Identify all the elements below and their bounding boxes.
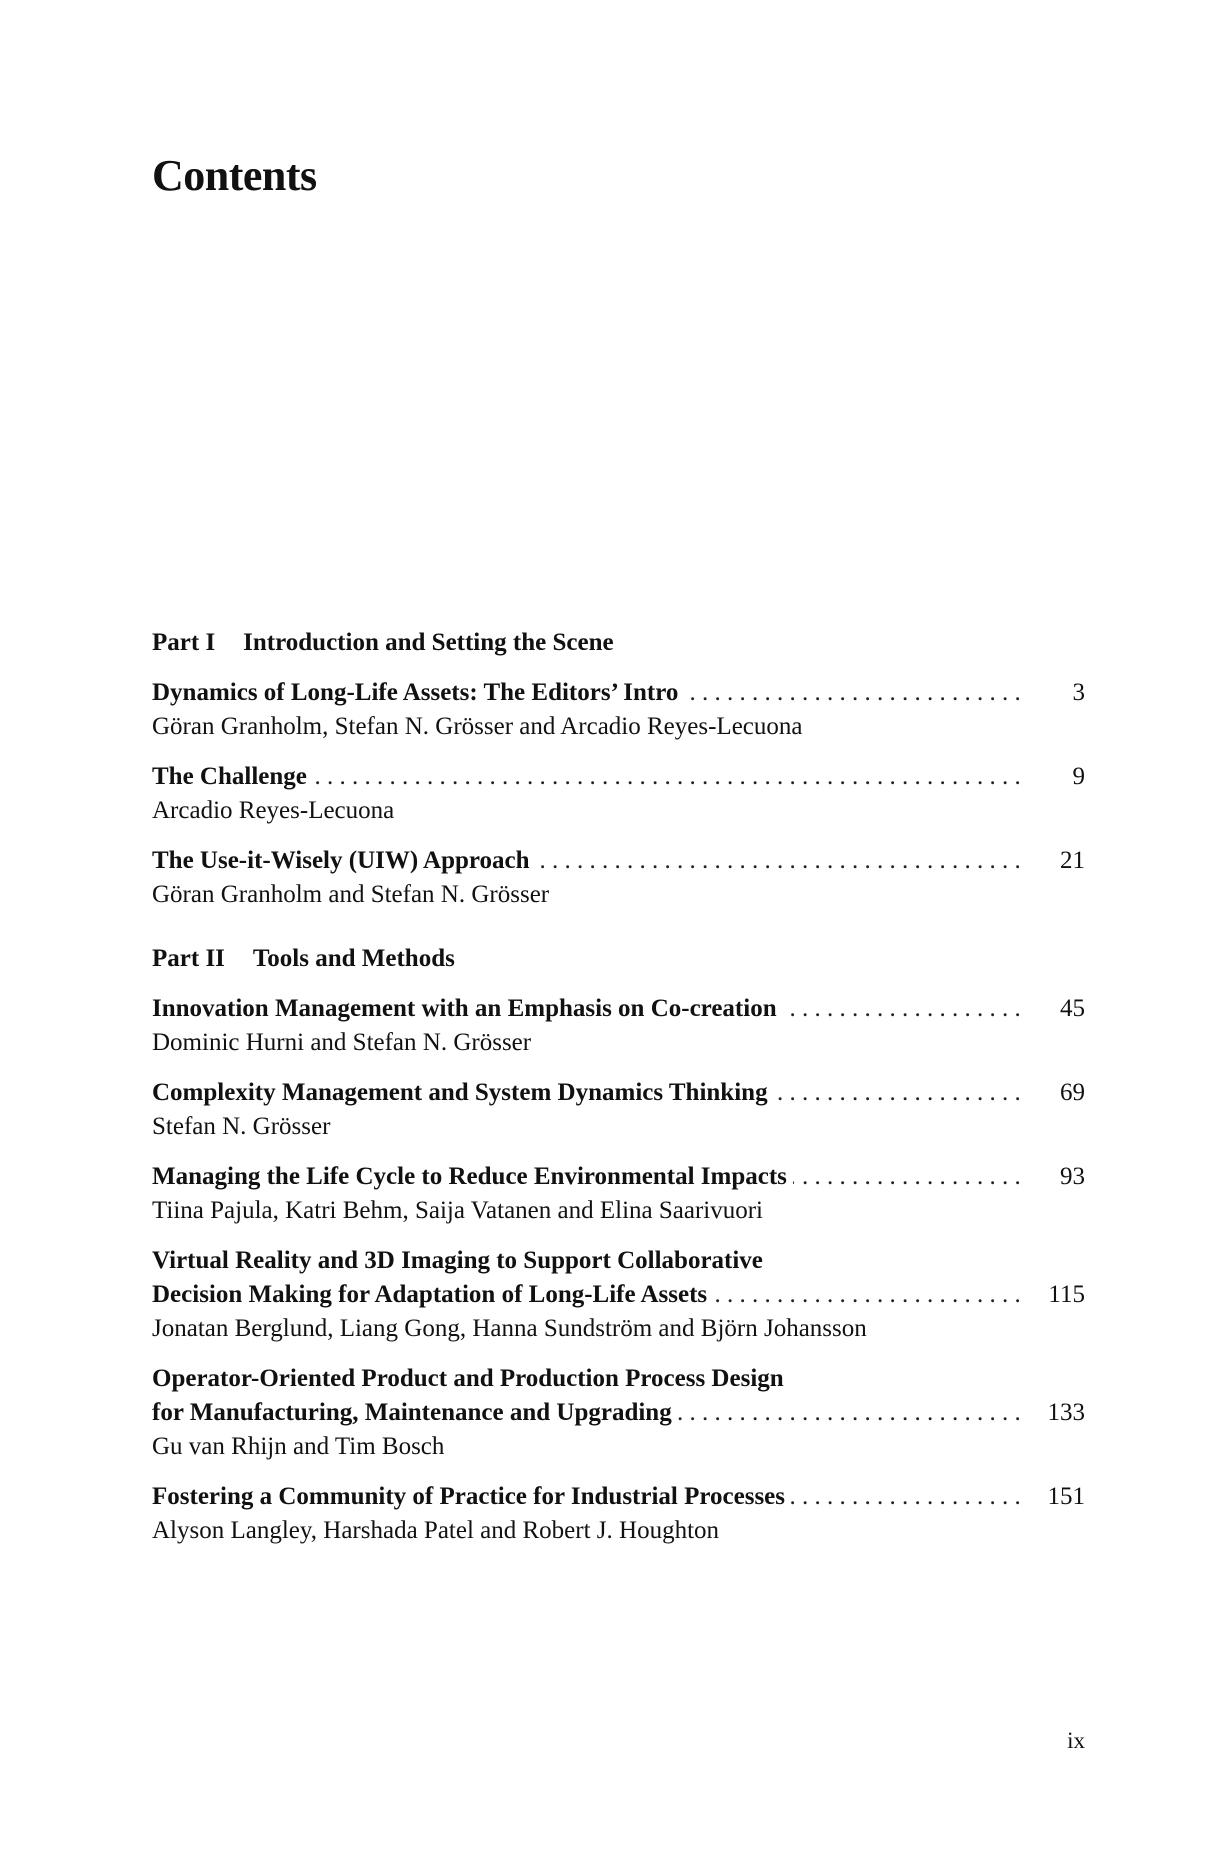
- toc-entry[interactable]: [152, 1160, 1085, 1228]
- entry-title[interactable]: The Use-it-Wisely (UIW) Approach: [152, 847, 536, 874]
- entry-title-line[interactable]: Operator-Oriented Product and Production Process Design: [152, 1365, 784, 1392]
- toc-entry[interactable]: [152, 844, 1085, 912]
- entry-authors: Alyson Langley, Harshada Patel and Robert J. Houghton: [152, 1517, 720, 1544]
- toc-entry[interactable]: [152, 992, 1085, 1060]
- entry-authors: Dominic Hurni and Stefan N. Grösser: [152, 1029, 532, 1056]
- part-label: Part I: [152, 629, 216, 656]
- entry-authors: Arcadio Reyes-Lecuona: [152, 797, 395, 824]
- entry-page-number: 133: [1047, 1399, 1085, 1426]
- entry-title[interactable]: for Manufacturing, Maintenance and Upgrading: [152, 1399, 678, 1426]
- part-title: Tools and Methods: [252, 945, 455, 972]
- toc-entry[interactable]: [152, 1244, 1085, 1346]
- entry-title[interactable]: Managing the Life Cycle to Reduce Environmental Impacts: [152, 1163, 793, 1190]
- entry-title[interactable]: Dynamics of Long-Life Assets: The Editors’ Intro: [152, 679, 684, 706]
- part-section: [152, 942, 1085, 1548]
- entry-title[interactable]: Innovation Management with an Emphasis on Co-creation: [152, 995, 783, 1022]
- entry-authors: Tiina Pajula, Katri Behm, Saija Vatanen and Elina Saarivuori: [152, 1197, 763, 1224]
- toc-entry[interactable]: [152, 1480, 1085, 1548]
- entry-authors: Jonatan Berglund, Liang Gong, Hanna Sundström and Björn Johansson: [152, 1315, 867, 1342]
- page-number: ix: [1067, 1728, 1085, 1753]
- toc-entry[interactable]: [152, 1076, 1085, 1144]
- entry-page-number: 3: [1072, 679, 1085, 706]
- entry-page-number: 115: [1048, 1281, 1085, 1308]
- entry-page-number: 69: [1060, 1079, 1085, 1106]
- page-title: Contents: [152, 151, 317, 200]
- part-title: Introduction and Setting the Scene: [243, 629, 614, 656]
- part-heading: [152, 626, 1085, 660]
- entry-page-number: 9: [1072, 763, 1085, 790]
- entry-page-number: 21: [1060, 847, 1085, 874]
- entry-title[interactable]: Complexity Management and System Dynamics Thinking: [152, 1079, 774, 1106]
- entry-page-number: 93: [1060, 1163, 1085, 1190]
- entry-title[interactable]: The Challenge: [152, 763, 313, 790]
- entry-authors: Gu van Rhijn and Tim Bosch: [152, 1433, 445, 1460]
- toc-entry[interactable]: [152, 760, 1085, 828]
- entry-page-number: 45: [1060, 995, 1085, 1022]
- part-label: Part II: [152, 945, 225, 972]
- part-heading: [152, 942, 1085, 976]
- part-section: [152, 626, 1085, 912]
- toc-entry[interactable]: [152, 1362, 1085, 1464]
- entry-authors: Göran Granholm and Stefan N. Grösser: [152, 881, 550, 908]
- entry-title[interactable]: Decision Making for Adaptation of Long-Life Assets: [152, 1281, 713, 1308]
- entry-authors: Stefan N. Grösser: [152, 1113, 331, 1140]
- toc-entry[interactable]: [152, 676, 1085, 744]
- entry-authors: Göran Granholm, Stefan N. Grösser and Arcadio Reyes-Lecuona: [152, 713, 803, 740]
- table-of-contents: [152, 626, 1085, 1564]
- entry-title-line[interactable]: Virtual Reality and 3D Imaging to Support Collaborative: [152, 1247, 763, 1274]
- entry-title[interactable]: Fostering a Community of Practice for Industrial Processes: [152, 1483, 791, 1510]
- entry-page-number: 151: [1047, 1483, 1085, 1510]
